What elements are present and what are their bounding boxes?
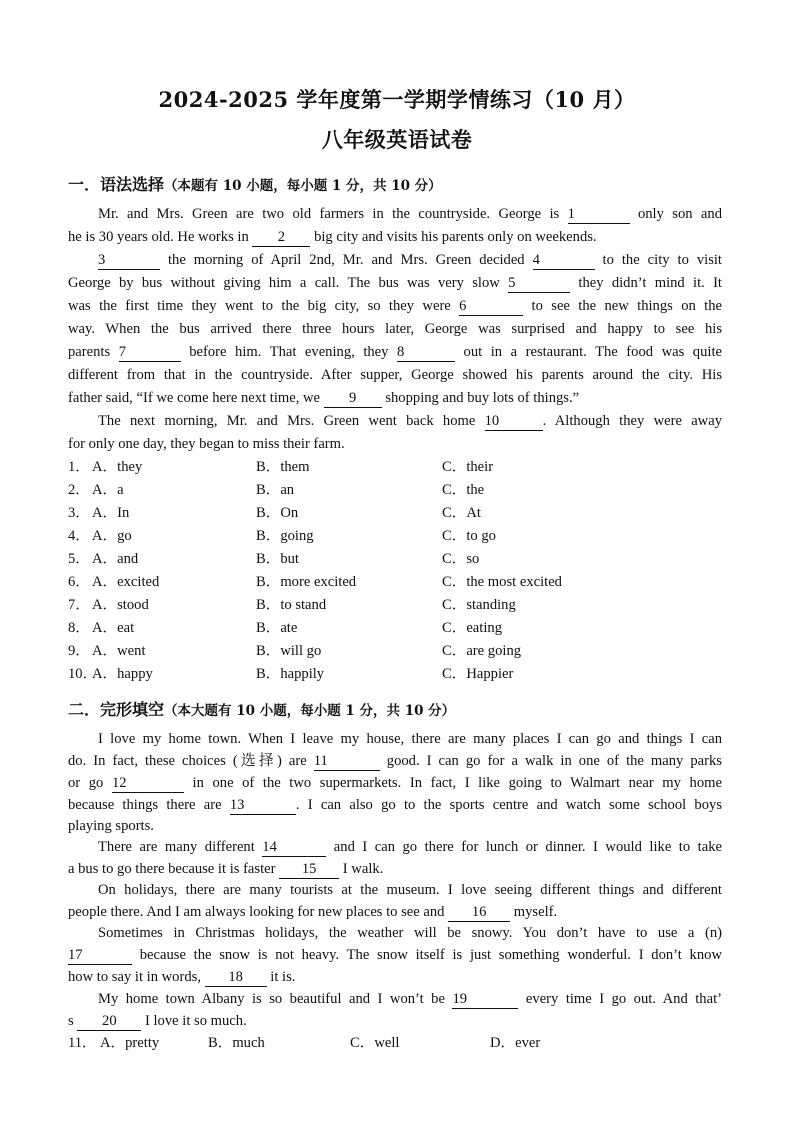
option-b[interactable]: B．more excited bbox=[256, 574, 357, 590]
passage-text: every time I go out. And that’ bbox=[518, 991, 722, 1007]
option-c[interactable]: C．their bbox=[442, 459, 494, 475]
passage-line bbox=[68, 296, 722, 317]
section2-heading-text: 二．完形填空 bbox=[68, 700, 165, 719]
passage-text: There are many different bbox=[98, 839, 263, 855]
passage-line bbox=[68, 751, 722, 772]
passage-line bbox=[98, 923, 722, 944]
question-number: 8． bbox=[68, 620, 90, 636]
question-options-row bbox=[68, 595, 728, 616]
question-number: 4． bbox=[68, 528, 90, 544]
question-options-row bbox=[68, 503, 728, 524]
passage-text: he is 30 years old. He works in bbox=[68, 229, 253, 245]
question-options-row bbox=[68, 641, 728, 662]
answer-blank[interactable]: 18 bbox=[205, 968, 267, 987]
answer-blank[interactable]: 13 bbox=[230, 796, 296, 815]
passage-line bbox=[68, 816, 154, 837]
question-options-row bbox=[68, 1033, 728, 1054]
answer-blank[interactable]: 3 bbox=[98, 251, 160, 270]
question-number: 7． bbox=[68, 597, 90, 613]
passage-line bbox=[68, 227, 597, 248]
passage-line bbox=[68, 434, 345, 455]
question-number: 9． bbox=[68, 643, 90, 659]
option-c[interactable]: C．standing bbox=[442, 597, 516, 613]
passage-text: because things there are bbox=[68, 797, 230, 813]
passage-line bbox=[68, 773, 722, 794]
passage-line bbox=[98, 250, 722, 271]
option-a[interactable]: A．went bbox=[92, 643, 146, 659]
answer-blank[interactable]: 4 bbox=[533, 251, 595, 270]
exam-subtitle: 八年级英语试卷 bbox=[321, 127, 473, 152]
passage-line bbox=[98, 880, 722, 901]
answer-blank[interactable]: 14 bbox=[262, 838, 326, 857]
option-b[interactable]: B．but bbox=[256, 551, 299, 567]
option-c[interactable]: C．well bbox=[350, 1035, 400, 1051]
passage-text: different from that in the countryside. After supper, George showed his parents around the city. His bbox=[68, 367, 722, 383]
passage-text: shopping and buy lots of things.” bbox=[381, 390, 580, 406]
passage-text: the morning of April 2nd, Mr. and Mrs. Green decided bbox=[160, 252, 533, 268]
answer-blank[interactable]: 11 bbox=[314, 752, 380, 771]
passage-text: I walk. bbox=[339, 861, 384, 877]
option-a[interactable]: A．pretty bbox=[100, 1035, 160, 1051]
passage-text: good. I can go for a walk in one of the many parks bbox=[379, 753, 722, 769]
question-options-row bbox=[68, 480, 728, 501]
question-options-row bbox=[68, 549, 728, 570]
passage-line bbox=[98, 989, 722, 1010]
answer-blank[interactable]: 6 bbox=[459, 297, 523, 316]
passage-text: big city and visits his parents only on weekends. bbox=[310, 229, 597, 245]
option-a[interactable]: A．eat bbox=[92, 620, 135, 636]
passage-line bbox=[68, 795, 722, 816]
option-a[interactable]: A．they bbox=[92, 459, 143, 475]
passage-text: or go bbox=[68, 775, 112, 791]
passage-text: they didn’t mind it. It bbox=[570, 275, 722, 291]
passage-line bbox=[68, 859, 383, 880]
answer-blank[interactable]: 17 bbox=[68, 946, 132, 965]
passage-text: On holidays, there are many tourists at the museum. I love seeing different things and different bbox=[98, 882, 722, 898]
option-c[interactable]: C．the most excited bbox=[442, 574, 562, 590]
passage-line bbox=[68, 967, 295, 988]
question-number: 11． bbox=[68, 1035, 97, 1051]
exam-title: 2024-2025 学年度第一学期学情练习（10 月） bbox=[158, 87, 636, 112]
passage-text: myself. bbox=[510, 904, 558, 920]
section2-heading bbox=[68, 697, 455, 720]
passage-line bbox=[68, 342, 722, 363]
question-options-row bbox=[68, 457, 728, 478]
option-b[interactable]: B．to stand bbox=[256, 597, 327, 613]
passage-text: Mr. and Mrs. Green are two old farmers in the countryside. George is bbox=[98, 206, 568, 222]
passage-line bbox=[68, 945, 722, 966]
passage-text: s bbox=[68, 1013, 78, 1029]
answer-blank[interactable]: 1 bbox=[568, 205, 630, 224]
question-number: 3． bbox=[68, 505, 90, 521]
passage-line bbox=[98, 204, 722, 225]
passage-text: a bus to go there because it is faster bbox=[68, 861, 280, 877]
passage-text: it is. bbox=[266, 969, 296, 985]
option-c[interactable]: C．are going bbox=[442, 643, 522, 659]
answer-blank[interactable]: 2 bbox=[252, 228, 310, 247]
passage-line bbox=[68, 319, 722, 340]
question-number: 10． bbox=[68, 666, 98, 682]
passage-text: for only one day, they began to miss their farm. bbox=[68, 436, 345, 452]
answer-blank[interactable]: 15 bbox=[279, 860, 339, 879]
option-c[interactable]: C．Happier bbox=[442, 666, 514, 682]
question-number: 5． bbox=[68, 551, 90, 567]
passage-text: in one of the two supermarkets. In fact, I like going to Walmart near my home bbox=[183, 775, 722, 791]
question-number: 6． bbox=[68, 574, 90, 590]
option-b[interactable]: B．much bbox=[208, 1035, 265, 1051]
passage-text: playing sports. bbox=[68, 818, 154, 834]
question-options-row bbox=[68, 572, 728, 593]
answer-blank[interactable]: 12 bbox=[112, 774, 184, 793]
answer-blank[interactable]: 9 bbox=[324, 389, 382, 408]
option-a[interactable]: A．a bbox=[92, 482, 124, 498]
question-options-row bbox=[68, 664, 728, 685]
passage-text: . I can also go to the sports centre and watch some school boys bbox=[295, 797, 722, 813]
option-c[interactable]: C．to go bbox=[442, 528, 496, 544]
option-c[interactable]: C．eating bbox=[442, 620, 502, 636]
question-options-row bbox=[68, 618, 728, 639]
passage-line bbox=[98, 837, 722, 858]
passage-text: parents bbox=[68, 344, 119, 360]
option-c[interactable]: C．the bbox=[442, 482, 485, 498]
passage-text: how to say it in words, bbox=[68, 969, 205, 985]
passage-text: and I can go there for lunch or dinner. I would like to take bbox=[326, 839, 722, 855]
passage-text: George by bus without giving him a call. The bus was very slow bbox=[68, 275, 509, 291]
passage-text: do. In fact, these choices (选择) are bbox=[68, 753, 314, 769]
question-number: 1． bbox=[68, 459, 90, 475]
question-number: 2． bbox=[68, 482, 90, 498]
option-a[interactable]: A．excited bbox=[92, 574, 160, 590]
option-a[interactable]: A．happy bbox=[92, 666, 153, 682]
answer-blank[interactable]: 8 bbox=[397, 343, 455, 362]
passage-text: before him. That evening, they bbox=[180, 344, 397, 360]
option-a[interactable]: A．stood bbox=[92, 597, 149, 613]
passage-text: father said, “If we come here next time, we bbox=[68, 390, 324, 406]
passage-text: Sometimes in Christmas holidays, the weather will be snowy. You don’t have to use a (n) bbox=[98, 925, 722, 941]
passage-text: The next morning, Mr. and Mrs. Green went back home bbox=[98, 413, 485, 429]
answer-blank[interactable]: 19 bbox=[452, 990, 518, 1009]
answer-blank[interactable]: 7 bbox=[119, 343, 181, 362]
passage-line bbox=[68, 273, 722, 294]
option-b[interactable]: B．an bbox=[256, 482, 295, 498]
option-a[interactable]: A．In bbox=[92, 505, 130, 521]
option-c[interactable]: C．At bbox=[442, 505, 481, 521]
passage-text: only son and bbox=[629, 206, 722, 222]
option-b[interactable]: B．them bbox=[256, 459, 310, 475]
passage-text: . Although they were away bbox=[542, 413, 722, 429]
passage-text: people there. And I am always looking for new places to see and bbox=[68, 904, 449, 920]
passage-text: to the city to visit bbox=[594, 252, 722, 268]
answer-blank[interactable]: 10 bbox=[485, 412, 543, 431]
option-d[interactable]: D．ever bbox=[490, 1035, 541, 1051]
question-options-row bbox=[68, 526, 728, 547]
passage-text: because the snow is not heavy. The snow itself is just something wonderful. I don’t know bbox=[132, 947, 722, 963]
option-a[interactable]: A．and bbox=[92, 551, 139, 567]
passage-text: out in a restaurant. The food was quite bbox=[454, 344, 722, 360]
passage-line bbox=[68, 1011, 247, 1032]
answer-blank[interactable]: 20 bbox=[77, 1012, 141, 1031]
option-b[interactable]: B．happily bbox=[256, 666, 325, 682]
option-c[interactable]: C．so bbox=[442, 551, 480, 567]
passage-text: was the first time they went to the big city, so they were bbox=[68, 298, 460, 314]
passage-line bbox=[68, 388, 579, 409]
passage-text: I love my home town. When I leave my house, there are many places I can go and things I can bbox=[98, 731, 722, 747]
option-b[interactable]: B．ate bbox=[256, 620, 298, 636]
passage-text: My home town Albany is so beautiful and I won’t be bbox=[98, 991, 453, 1007]
answer-blank[interactable]: 5 bbox=[508, 274, 570, 293]
passage-text: way. When the bus arrived there three hours later, George was surprised and happy to see his bbox=[68, 321, 722, 337]
passage-line bbox=[98, 729, 722, 750]
passage-text: to see the new things on the bbox=[523, 298, 722, 314]
passage-text: I love it so much. bbox=[141, 1013, 247, 1029]
passage-line bbox=[98, 411, 722, 432]
passage-line bbox=[68, 365, 722, 386]
option-a[interactable]: A．go bbox=[92, 528, 132, 544]
section1-heading bbox=[68, 172, 442, 195]
option-b[interactable]: B．will go bbox=[256, 643, 322, 659]
option-b[interactable]: B．On bbox=[256, 505, 299, 521]
answer-blank[interactable]: 16 bbox=[448, 903, 510, 922]
section1-heading-text: 一．语法选择 bbox=[68, 175, 165, 194]
section1-heading-note: （本题有 10 小题，每小题 1 分，共 10 分） bbox=[164, 178, 442, 194]
passage-line bbox=[68, 902, 557, 923]
section2-heading-note: （本大题有 10 小题，每小题 1 分，共 10 分） bbox=[164, 703, 456, 719]
option-b[interactable]: B．going bbox=[256, 528, 314, 544]
